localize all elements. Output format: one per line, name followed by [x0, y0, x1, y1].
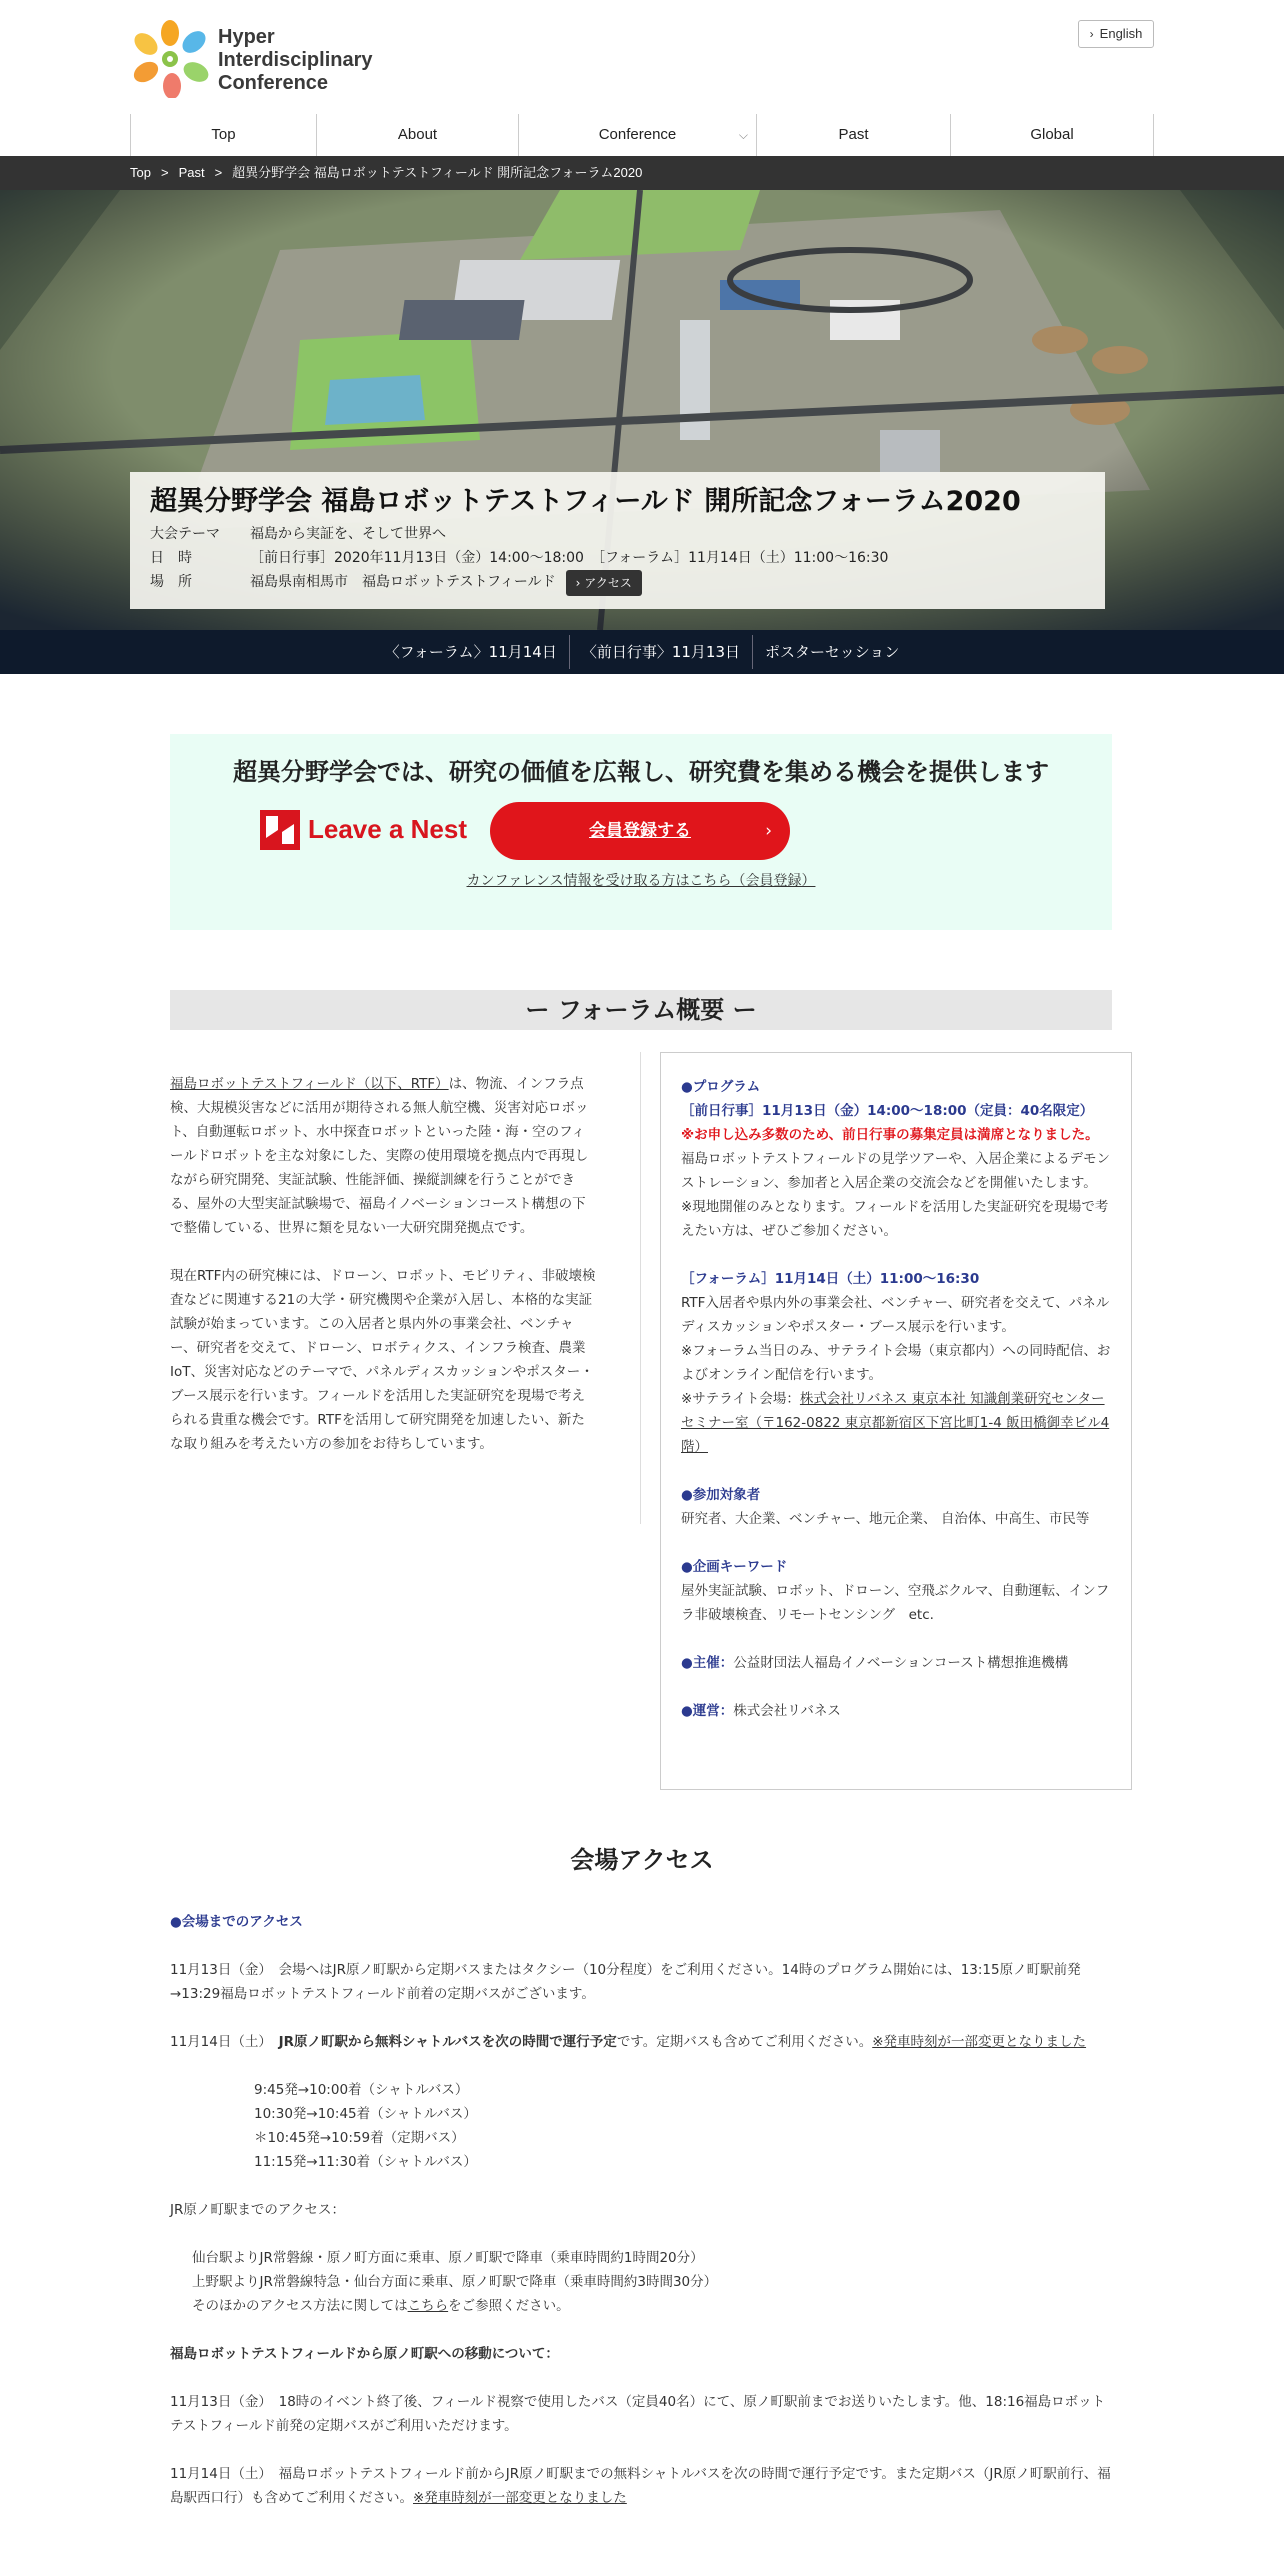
shuttle-time: 10:30発→10:45着（シャトルバス）: [254, 2106, 477, 2122]
access-subheading: ●会場までのアクセス: [170, 1914, 303, 1930]
program-heading: ●プログラム: [681, 1079, 761, 1095]
site-logo[interactable]: [130, 20, 410, 98]
jr-route-other-text: そのほかのアクセス方法に関しては: [192, 2298, 408, 2314]
theme-label: 大会テーマ: [150, 526, 220, 542]
return-heading: 福島ロボットテストフィールドから原ノ町駅への移動について：: [170, 2346, 559, 2362]
english-label: English: [1099, 26, 1143, 41]
access-day14-text: です。定期バスも含めてご利用ください。: [616, 2034, 873, 2050]
nav-global[interactable]: Global: [950, 114, 1154, 156]
theme-row: [150, 522, 1085, 546]
hero-banner: [0, 190, 1284, 630]
overview-para-1-text: は、物流、インフラ点検、大規模災害などに活用が期待される無人航空機、災害対応ロボット、自動運転ロボット、水中探査ロボットといった陸・海・空のフィールドロボットを主な対象にした、実際の使用環境を拠点内で再現しながら研究開発、実証試験、性能評価、操縦訓練を行うことができる、屋外の大型実証試験場で、福島イノベーションコースト構想の下で整備している、世界に類を見ない一大研究開発拠点です。: [170, 1076, 589, 1236]
leave-a-nest-text: Leave a Nest: [308, 814, 467, 844]
member-register-button[interactable]: [490, 802, 790, 860]
nav-past[interactable]: Past: [756, 114, 950, 156]
subnav-poster[interactable]: ポスターセッション: [752, 635, 911, 669]
pre-event-desc: 福島ロボットテストフィールドの見学ツアーや、入居企業によるデモンストレーション、参加者と入居企業の交流会などを開催いたします。: [681, 1151, 1111, 1191]
logo-text: Hyper Interdisciplinary Conference: [218, 26, 373, 94]
access-body: [170, 1910, 1112, 2510]
access-day13: 11月13日（金） 会場へはJR原ノ町駅から定期バスまたはタクシー（10分程度）をご利用ください。14時のプログラム開始には、13:15原ノ町駅前発→13:29福島ロボットテストフィールド前着の定期バスがございます。: [170, 1962, 1081, 2002]
chevron-right-icon: ›: [765, 821, 772, 841]
satellite-row: [681, 1387, 1111, 1459]
target-value: 研究者、大企業、ベンチャー、地元企業、 自治体、中高生、市民等: [681, 1511, 1090, 1527]
access-heading: 会場アクセス: [570, 1846, 714, 1874]
promo-title: 超異分野学会では、研究の価値を広報し、研究費を集める機会を提供します: [233, 758, 1049, 786]
host-value: 公益財団法人福島イノベーションコースト構想推進機構: [733, 1655, 1069, 1671]
breadcrumb-past[interactable]: Past: [178, 165, 205, 180]
breadcrumb-separator: >: [160, 165, 169, 180]
leave-a-nest-logo: [260, 808, 480, 854]
jr-route-other-text-end: をご参照ください。: [448, 2298, 570, 2314]
overview-para-1: [170, 1072, 596, 1240]
column-divider: [640, 1052, 641, 1524]
return-day14: [170, 2462, 1112, 2510]
overview-heading: ー フォーラム概要 ー: [170, 990, 1112, 1030]
jr-access-heading: JR原ノ町駅までのアクセス：: [170, 2202, 345, 2218]
promo-banner: [170, 734, 1112, 930]
access-button-label: アクセス: [584, 576, 632, 590]
target-heading: ●参加対象者: [681, 1487, 761, 1503]
leave-a-nest-mark-icon: [260, 810, 300, 850]
operator-heading: ●運営：: [681, 1703, 734, 1719]
other-access-link[interactable]: こちら: [407, 2298, 449, 2314]
shuttle-time: 9:45発→10:00着（シャトルバス）: [254, 2082, 469, 2098]
hero-info-card: [130, 472, 1105, 609]
overview-para-2: 現在RTF内の研究棟には、ドローン、ロボット、モビリティ、非破壊検査などに関連する21の大学・研究機関や企業が入居し、本格的な実証試験が始まっています。この入居者と県内外の事業会社、ベンチャー、研究者を交えて、ドローン、ロボティクス、インフラ検査、農業IoT、災害対応などのテーマで、パネルディスカッションやポスター・ブース展示を行います。フィールドを活用した実証研究を現場で考えられる貴重な機会です。RTFを活用して研究開発を加速したい、新たな取り組みを考えたい方の参加をお待ちしています。: [170, 1268, 596, 1452]
jr-route-sendai: 仙台駅よりJR常磐線・原ノ町方面に乗車、原ノ町駅で降車（乗車時間約1時間20分）: [192, 2250, 704, 2266]
logo-flower-icon: [130, 20, 210, 98]
satellite-label: ※サテライト会場：: [681, 1391, 800, 1407]
operator-value: 株式会社リバネス: [733, 1703, 841, 1719]
nav-about[interactable]: About: [316, 114, 518, 156]
breadcrumb: [0, 156, 1284, 190]
place-label: 場 所: [150, 574, 192, 590]
event-subnav: [0, 630, 1284, 674]
satellite-link[interactable]: 株式会社リバネス 東京本社 知識創業研究センター セミナー室（〒162-0822 東京都新宿区下宮比町1-4 飯田橋御幸ビル4階）: [681, 1391, 1110, 1455]
main-nav: [130, 114, 1154, 156]
keyword-value: 屋外実証試験、ロボット、ドローン、空飛ぶクルマ、自動運転、インフラ非破壊検査、リモートセンシング etc.: [681, 1583, 1110, 1623]
return-timetable-change-link[interactable]: ※発車時刻が一部変更となりました: [413, 2490, 627, 2506]
theme-value: 福島から実証を、そして世界へ: [250, 526, 446, 542]
info-box: [660, 1052, 1132, 1790]
nav-conference-label: Conference: [598, 126, 677, 143]
pre-event-full-notice: ※お申し込み多数のため、前日行事の募集定員は満席となりました。: [681, 1127, 1099, 1143]
breadcrumb-separator: >: [214, 165, 223, 180]
forum-heading: ［フォーラム］11月14日（土）11:00〜16:30: [681, 1271, 980, 1287]
access-day14-bold: JR原ノ町駅から無料シャトルバスを次の時間で運行予定: [278, 2034, 617, 2050]
rtf-link[interactable]: 福島ロボットテストフィールド（以下、RTF）: [170, 1076, 449, 1092]
access-day14: [170, 2030, 1112, 2054]
chevron-right-icon: ›: [575, 576, 581, 590]
shuttle-time: 11:15発→11:30着（シャトルバス）: [254, 2154, 477, 2170]
breadcrumb-top[interactable]: Top: [130, 165, 151, 180]
member-register-label: 会員登録する: [589, 821, 691, 841]
page-title: 超異分野学会 福島ロボットテストフィールド 開所記念フォーラム2020: [150, 486, 1021, 517]
access-day14-date: 11月14日（土）: [170, 2034, 279, 2050]
operator-row: [681, 1699, 1111, 1723]
forum-note: ※フォーラム当日のみ、サテライト会場（東京都内）への同時配信、およびオンライン配信を行います。: [681, 1343, 1111, 1383]
chevron-right-icon: ›: [1089, 27, 1094, 41]
breadcrumb-current: 超異分野学会 福島ロボットテストフィールド 開所記念フォーラム2020: [232, 165, 643, 180]
english-button[interactable]: [1078, 20, 1154, 48]
jr-route-other: [170, 2294, 1112, 2318]
overview-text: [170, 1072, 596, 1480]
return-day14-text: 11月14日（土） 福島ロボットテストフィールド前からJR原ノ町駅までの無料シャトルバスを次の時間で運行予定です。また定期バス（JR原ノ町駅前行、福島駅西口行）も含めてご利用ください。: [170, 2466, 1111, 2506]
place-value: 福島県南相馬市 福島ロボットテストフィールド: [250, 574, 556, 590]
site-header: [0, 0, 1284, 114]
subnav-forum[interactable]: 〈フォーラム〉11月14日: [384, 643, 557, 661]
pre-event-heading: ［前日行事］11月13日（金）14:00〜18:00（定員：40名限定）: [681, 1103, 1094, 1119]
date-row: [150, 546, 1085, 570]
newsletter-link[interactable]: カンファレンス情報を受け取る方はこちら（会員登録）: [466, 873, 816, 889]
return-day13: 11月13日（金） 18時のイベント終了後、フィールド視察で使用したバス（定員40名）にて、原ノ町駅前までお送りいたします。他、18:16福島ロボットテストフィールド前発の定期バスがご利用いただけます。: [170, 2394, 1106, 2434]
nav-conference[interactable]: [518, 114, 756, 156]
nav-top[interactable]: Top: [130, 114, 316, 156]
jr-route-ueno: 上野駅よりJR常磐線特急・仙台方面に乗車、原ノ町駅で降車（乗車時間約3時間30分）: [192, 2274, 718, 2290]
date-value: ［前日行事］2020年11月13日（金）14:00〜18:00 ［フォーラム］11月14日（土）11:00〜16:30: [250, 550, 889, 566]
shuttle-time: ＊10:45発→10:59着（定期バス）: [254, 2130, 465, 2146]
access-button[interactable]: [566, 570, 642, 596]
host-heading: ●主催：: [681, 1655, 734, 1671]
host-row: [681, 1651, 1111, 1675]
place-row: [150, 570, 1085, 596]
timetable-change-link[interactable]: ※発車時刻が一部変更となりました: [872, 2034, 1087, 2050]
pre-event-note: ※現地開催のみとなります。フィールドを活用した実証研究を現場で考えたい方は、ぜひご参加ください。: [681, 1199, 1109, 1239]
keyword-heading: ●企画キーワード: [681, 1559, 788, 1575]
date-label: 日 時: [150, 550, 192, 566]
forum-desc: RTF入居者や県内外の事業会社、ベンチャー、研究者を交えて、パネルディスカッションやポスター・ブース展示を行います。: [681, 1295, 1110, 1335]
subnav-pre-event[interactable]: 〈前日行事〉11月13日: [569, 635, 752, 669]
chevron-down-icon: ⌵: [738, 128, 748, 142]
